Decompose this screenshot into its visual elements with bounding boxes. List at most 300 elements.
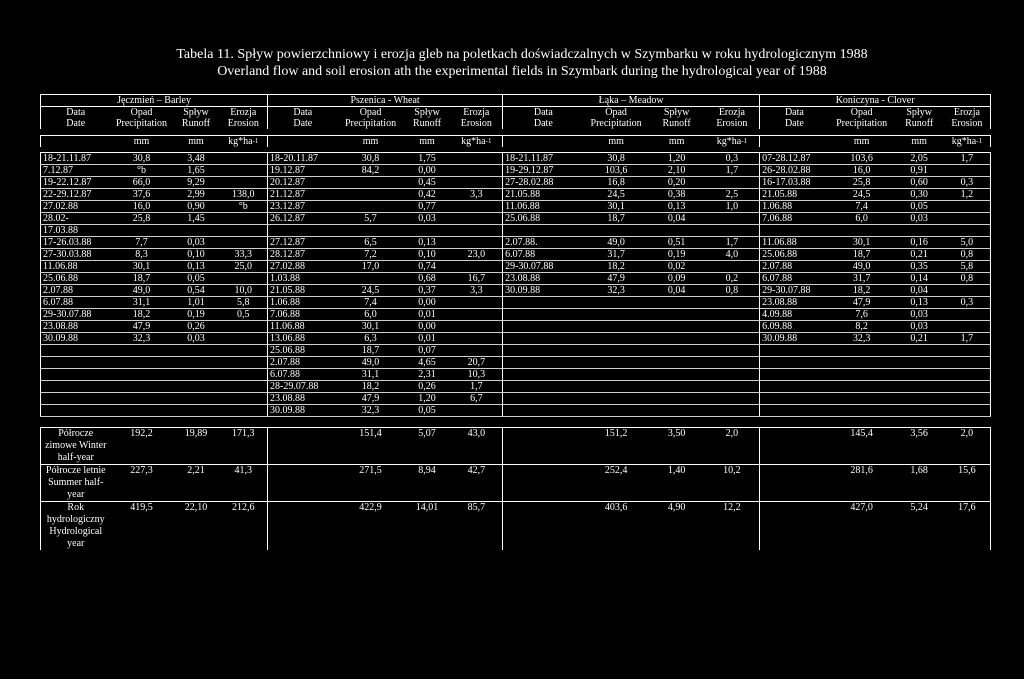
wheat-cell: 11.06.88 <box>268 321 338 333</box>
unit-label: $kg*ha^{-1}$ <box>944 136 991 148</box>
summary-empty <box>760 465 829 502</box>
meadow-cell: 1,7 <box>705 237 760 249</box>
barley-cell: 19-22.12.87 <box>41 177 111 189</box>
table-row <box>41 177 991 189</box>
clover-cell: 30.09.88 <box>760 333 829 345</box>
clover-cell <box>944 321 991 333</box>
barley-cell: 0,13 <box>173 261 220 273</box>
summary-value: 419,5 <box>111 502 173 551</box>
meadow-cell <box>584 357 649 369</box>
meadow-cell <box>503 345 584 357</box>
summary-value: 252,4 <box>584 465 649 502</box>
table-row <box>41 237 991 249</box>
wheat-cell: 27.12.87 <box>268 237 338 249</box>
clover-cell: 18,7 <box>829 249 895 261</box>
clover-cell: 5,8 <box>944 261 991 273</box>
barley-cell: 10,0 <box>220 285 268 297</box>
barley-cell: 1,65 <box>173 165 220 177</box>
summary-empty <box>760 502 829 551</box>
table-row <box>41 201 991 213</box>
wheat-cell: 3,3 <box>451 189 503 201</box>
meadow-cell: 30.09.88 <box>503 285 584 297</box>
summary-empty <box>760 428 829 465</box>
barley-cell: 22-29.12.87 <box>41 189 111 201</box>
meadow-cell <box>584 381 649 393</box>
barley-cell <box>220 393 268 405</box>
table-row <box>41 333 991 345</box>
barley-cell: 33,3 <box>220 249 268 261</box>
meadow-cell: 23.08.88 <box>503 273 584 285</box>
clover-cell <box>760 405 829 417</box>
unit-superscript: -1 <box>976 137 983 145</box>
unit-superscript: -1 <box>485 137 492 145</box>
barley-cell: 30.09.88 <box>41 333 111 345</box>
unit-superscript: -1 <box>741 137 748 145</box>
meadow-cell: 16,8 <box>584 177 649 189</box>
barley-cell: 16,0 <box>111 201 173 213</box>
column-header-en: Date <box>503 118 584 129</box>
wheat-cell: 21.12.87 <box>268 189 338 201</box>
meadow-cell <box>705 369 760 381</box>
clover-cell: 0,3 <box>944 177 991 189</box>
clover-cell: 1.06.88 <box>760 201 829 213</box>
wheat-cell <box>338 177 404 189</box>
wheat-cell: 23,0 <box>451 249 503 261</box>
summary-value: 5,07 <box>404 428 451 465</box>
table-row <box>41 357 991 369</box>
wheat-cell: 10,3 <box>451 369 503 381</box>
barley-cell: 0,10 <box>173 249 220 261</box>
clover-cell <box>829 405 895 417</box>
barley-cell: 49,0 <box>111 285 173 297</box>
clover-cell <box>895 225 944 237</box>
wheat-cell: 13.06.88 <box>268 333 338 345</box>
meadow-cell <box>705 225 760 237</box>
barley-cell <box>41 405 111 417</box>
table-row <box>41 321 991 333</box>
meadow-cell: 0,3 <box>705 153 760 165</box>
clover-cell: 16-17.03.88 <box>760 177 829 189</box>
barley-cell: 17.03.88 <box>41 225 111 237</box>
meadow-cell <box>649 369 705 381</box>
barley-cell <box>220 153 268 165</box>
wheat-cell: 47,9 <box>338 393 404 405</box>
clover-cell: 7.06.88 <box>760 213 829 225</box>
barley-cell <box>220 237 268 249</box>
clover-cell: 30,1 <box>829 237 895 249</box>
clover-cell: 07-28.12.87 <box>760 153 829 165</box>
meadow-cell <box>584 297 649 309</box>
wheat-cell <box>451 225 503 237</box>
wheat-cell: 0,74 <box>404 261 451 273</box>
barley-cell <box>111 381 173 393</box>
barley-cell <box>111 345 173 357</box>
summary-value: 2,21 <box>173 465 220 502</box>
clover-cell: 0,8 <box>944 249 991 261</box>
wheat-cell: 6,0 <box>338 309 404 321</box>
wheat-cell <box>451 405 503 417</box>
barley-cell: 27-30.03.88 <box>41 249 111 261</box>
summary-value: 8,94 <box>404 465 451 502</box>
meadow-cell <box>503 369 584 381</box>
barley-cell <box>41 393 111 405</box>
column-header-pl-row <box>41 107 991 119</box>
clover-cell: 0,04 <box>895 285 944 297</box>
summary-row <box>41 502 991 551</box>
unit-label: mm <box>584 136 649 148</box>
wheat-cell: 0,42 <box>404 189 451 201</box>
clover-cell: 2.07.88 <box>760 261 829 273</box>
clover-cell: 0,8 <box>944 273 991 285</box>
unit-superscript: -1 <box>252 137 259 145</box>
clover-cell: 0,03 <box>895 213 944 225</box>
column-header-pl: Data <box>41 107 111 119</box>
wheat-cell <box>451 213 503 225</box>
clover-cell: 49,0 <box>829 261 895 273</box>
wheat-cell: 20.12.87 <box>268 177 338 189</box>
column-header-en: Date <box>268 118 338 129</box>
summary-value: 43,0 <box>451 428 503 465</box>
barley-cell: 9,29 <box>173 177 220 189</box>
summary-value: 1,40 <box>649 465 705 502</box>
clover-cell: 0,05 <box>895 201 944 213</box>
wheat-cell: 0,10 <box>404 249 451 261</box>
unit-label: mm <box>338 136 404 148</box>
wheat-cell: 4,65 <box>404 357 451 369</box>
wheat-cell <box>404 225 451 237</box>
table-row <box>41 249 991 261</box>
clover-cell: 21.05.88 <box>760 189 829 201</box>
barley-cell <box>111 405 173 417</box>
meadow-cell: 0,04 <box>649 213 705 225</box>
meadow-cell: 25.06.88 <box>503 213 584 225</box>
wheat-cell: 16,7 <box>451 273 503 285</box>
meadow-cell: 11.06.88 <box>503 201 584 213</box>
clover-cell: 1,2 <box>944 189 991 201</box>
clover-cell <box>895 381 944 393</box>
clover-cell: 4.09.88 <box>760 309 829 321</box>
column-header-pl: Opad <box>850 107 873 118</box>
barley-cell: 1,01 <box>173 297 220 309</box>
summary-value: 281,6 <box>829 465 895 502</box>
meadow-cell <box>503 333 584 345</box>
barley-cell <box>173 225 220 237</box>
table-title-english: Overland flow and soil erosion ath the experimental fields in Szymbark during the hydrological year of 1988 <box>217 64 827 79</box>
summary-value: 403,6 <box>584 502 649 551</box>
meadow-cell: 0,38 <box>649 189 705 201</box>
group-header-barley: Jęczmień – Barley <box>41 95 268 107</box>
clover-cell <box>760 393 829 405</box>
wheat-cell: 31,1 <box>338 369 404 381</box>
clover-cell: 6.07.88 <box>760 273 829 285</box>
column-header-en: Erosion <box>705 118 760 129</box>
barley-cell: 7.12.87 <box>41 165 111 177</box>
clover-cell <box>829 345 895 357</box>
column-header-en: Runoff <box>905 118 934 129</box>
summary-value: 22,10 <box>173 502 220 551</box>
summary-value: 422,9 <box>338 502 404 551</box>
table-row <box>41 225 991 237</box>
wheat-cell: 0,07 <box>404 345 451 357</box>
barley-cell: 28.02- <box>41 213 111 225</box>
meadow-cell <box>584 345 649 357</box>
table-row <box>41 393 991 405</box>
summary-value: 171,3 <box>220 428 268 465</box>
barley-cell: 0,26 <box>173 321 220 333</box>
clover-cell <box>944 381 991 393</box>
summary-value: 3,56 <box>895 428 944 465</box>
clover-cell <box>944 225 991 237</box>
barley-cell: 30,1 <box>111 261 173 273</box>
meadow-cell <box>649 321 705 333</box>
meadow-cell <box>649 309 705 321</box>
wheat-cell: 0,37 <box>404 285 451 297</box>
barley-cell <box>41 357 111 369</box>
wheat-cell <box>268 225 338 237</box>
barley-cell: 2.07.88 <box>41 285 111 297</box>
clover-cell: 0,14 <box>895 273 944 285</box>
table-row <box>41 309 991 321</box>
clover-cell <box>895 369 944 381</box>
table-row <box>41 285 991 297</box>
clover-cell: 23.08.88 <box>760 297 829 309</box>
wheat-cell: 1,75 <box>404 153 451 165</box>
barley-cell: 25,0 <box>220 261 268 273</box>
wheat-cell: 0,01 <box>404 333 451 345</box>
column-header-en: Runoff <box>181 118 211 129</box>
barley-cell: 66,0 <box>111 177 173 189</box>
wheat-cell: 18-20.11.87 <box>268 153 338 165</box>
summary-label: Rok hydrologiczny Hydrological year <box>41 502 111 551</box>
clover-cell: 0,3 <box>944 297 991 309</box>
meadow-cell: 21.05.88 <box>503 189 584 201</box>
wheat-cell: 0,00 <box>404 321 451 333</box>
column-header-en: Runoff <box>662 118 691 129</box>
barley-cell: 31,1 <box>111 297 173 309</box>
clover-cell <box>944 285 991 297</box>
column-header-en: Runoff <box>412 118 442 129</box>
meadow-cell: 30,8 <box>584 153 649 165</box>
clover-cell <box>760 225 829 237</box>
barley-cell: 37,6 <box>111 189 173 201</box>
barley-cell <box>173 381 220 393</box>
clover-cell: 1,7 <box>944 153 991 165</box>
meadow-cell <box>705 393 760 405</box>
wheat-cell: 1.03.88 <box>268 273 338 285</box>
summary-label: Półrocze zimowe Winter half-year <box>41 428 111 465</box>
wheat-cell: 1.06.88 <box>268 297 338 309</box>
unit-label: $kg*ha^{-1}$ <box>220 136 268 148</box>
wheat-cell <box>451 153 503 165</box>
spacer-cell <box>41 417 991 428</box>
barley-cell <box>220 177 268 189</box>
barley-cell <box>220 213 268 225</box>
barley-cell <box>220 321 268 333</box>
group-header-meadow: Łąka – Meadow <box>503 95 760 107</box>
clover-cell: 0,35 <box>895 261 944 273</box>
barley-cell: 2,99 <box>173 189 220 201</box>
barley-cell <box>111 369 173 381</box>
clover-cell <box>944 369 991 381</box>
barley-cell: 3,48 <box>173 153 220 165</box>
barley-cell <box>173 405 220 417</box>
barley-cell: 32,3 <box>111 333 173 345</box>
meadow-cell: 4,0 <box>705 249 760 261</box>
meadow-cell <box>584 333 649 345</box>
summary-value: 2,0 <box>944 428 991 465</box>
meadow-cell: 6.07.88 <box>503 249 584 261</box>
table-row <box>41 189 991 201</box>
wheat-cell: 18,7 <box>338 345 404 357</box>
barley-cell: 17-26.03.88 <box>41 237 111 249</box>
clover-cell <box>944 357 991 369</box>
meadow-cell <box>649 393 705 405</box>
wheat-cell: 0,05 <box>404 405 451 417</box>
barley-cell: 0,90 <box>173 201 220 213</box>
wheat-cell: 0,03 <box>404 213 451 225</box>
meadow-cell <box>705 261 760 273</box>
barley-cell <box>111 225 173 237</box>
summary-value: 14,01 <box>404 502 451 551</box>
column-header-pl: Spływ <box>906 107 932 118</box>
meadow-cell <box>705 213 760 225</box>
clover-cell: 0,21 <box>895 333 944 345</box>
wheat-cell: 6,7 <box>451 393 503 405</box>
summary-empty <box>503 502 584 551</box>
meadow-cell: 18,7 <box>584 213 649 225</box>
clover-cell <box>760 345 829 357</box>
meadow-cell: 18-21.11.87 <box>503 153 584 165</box>
wheat-cell: 6,5 <box>338 237 404 249</box>
barley-cell: 138,0 <box>220 189 268 201</box>
wheat-cell <box>451 345 503 357</box>
data-table <box>40 94 990 550</box>
summary-empty <box>268 428 338 465</box>
clover-cell: 24,5 <box>829 189 895 201</box>
clover-cell: 0,91 <box>895 165 944 177</box>
barley-cell <box>41 369 111 381</box>
column-header-pl: Opad <box>359 107 382 118</box>
barley-cell: 0,5 <box>220 309 268 321</box>
wheat-cell <box>451 261 503 273</box>
clover-cell: 0,03 <box>895 321 944 333</box>
table-row <box>41 369 991 381</box>
clover-cell <box>944 165 991 177</box>
column-header-en: Precipitation <box>590 118 642 129</box>
meadow-cell: 0,02 <box>649 261 705 273</box>
clover-cell: 16,0 <box>829 165 895 177</box>
summary-empty <box>503 428 584 465</box>
wheat-cell: 30,1 <box>338 321 404 333</box>
unit-label: mm <box>649 136 705 148</box>
clover-cell <box>829 381 895 393</box>
meadow-cell <box>503 405 584 417</box>
wheat-cell <box>338 225 404 237</box>
clover-cell: 0,16 <box>895 237 944 249</box>
barley-cell <box>173 393 220 405</box>
column-header-en: Precipitation <box>344 118 397 129</box>
wheat-cell: 6,3 <box>338 333 404 345</box>
wheat-cell <box>451 177 503 189</box>
meadow-cell <box>584 309 649 321</box>
wheat-cell: 28-29.07.88 <box>268 381 338 393</box>
meadow-cell <box>584 405 649 417</box>
clover-cell <box>944 345 991 357</box>
barley-cell <box>220 165 268 177</box>
clover-cell <box>895 345 944 357</box>
unit-empty <box>503 136 584 148</box>
column-header-en: Erosion <box>451 118 503 129</box>
summary-value: 10,2 <box>705 465 760 502</box>
meadow-cell: 18,2 <box>584 261 649 273</box>
summary-value: 15,6 <box>944 465 991 502</box>
meadow-cell <box>584 321 649 333</box>
meadow-cell <box>584 369 649 381</box>
wheat-cell: 24,5 <box>338 285 404 297</box>
meadow-cell: 1,20 <box>649 153 705 165</box>
clover-cell: 47,9 <box>829 297 895 309</box>
barley-cell: 27.02.88 <box>41 201 111 213</box>
clover-cell <box>895 357 944 369</box>
clover-cell: 31,7 <box>829 273 895 285</box>
clover-cell <box>829 357 895 369</box>
unit-label: mm <box>173 136 220 148</box>
meadow-cell <box>705 309 760 321</box>
column-header-pl: Erozja <box>705 107 760 119</box>
meadow-cell: 0,8 <box>705 285 760 297</box>
wheat-cell: 6.07.88 <box>268 369 338 381</box>
group-header-row <box>41 95 991 107</box>
unit-label: $kg*ha^{-1}$ <box>451 136 503 148</box>
meadow-cell: 47,9 <box>584 273 649 285</box>
data-table-grid <box>40 94 991 550</box>
barley-cell: 5,8 <box>220 297 268 309</box>
unit-empty <box>41 136 111 148</box>
meadow-cell: 29-30.07.88 <box>503 261 584 273</box>
column-header-pl: Erozja <box>451 107 503 119</box>
table-row <box>41 165 991 177</box>
summary-value: 2,0 <box>705 428 760 465</box>
unit-label: mm <box>895 136 944 148</box>
summary-value: 17,6 <box>944 502 991 551</box>
clover-cell: 7,6 <box>829 309 895 321</box>
wheat-cell: 17,0 <box>338 261 404 273</box>
clover-cell <box>944 213 991 225</box>
meadow-cell <box>503 309 584 321</box>
meadow-cell: 2,5 <box>705 189 760 201</box>
clover-cell <box>944 201 991 213</box>
clover-cell: 1,7 <box>944 333 991 345</box>
table-row <box>41 261 991 273</box>
wheat-cell <box>451 321 503 333</box>
clover-cell: 103,6 <box>829 153 895 165</box>
summary-value: 42,7 <box>451 465 503 502</box>
column-header-pl: Spływ <box>414 107 440 118</box>
meadow-cell: 24,5 <box>584 189 649 201</box>
meadow-cell <box>705 345 760 357</box>
meadow-cell <box>649 333 705 345</box>
meadow-cell <box>705 333 760 345</box>
wheat-cell <box>451 333 503 345</box>
barley-cell: °b <box>220 201 268 213</box>
barley-cell: 0,05 <box>173 273 220 285</box>
barley-cell <box>41 381 111 393</box>
unit-empty <box>760 136 829 148</box>
clover-cell: 8,2 <box>829 321 895 333</box>
column-header-en: Precipitation <box>836 118 888 129</box>
barley-cell: 29-30.07.88 <box>41 309 111 321</box>
meadow-cell <box>705 405 760 417</box>
